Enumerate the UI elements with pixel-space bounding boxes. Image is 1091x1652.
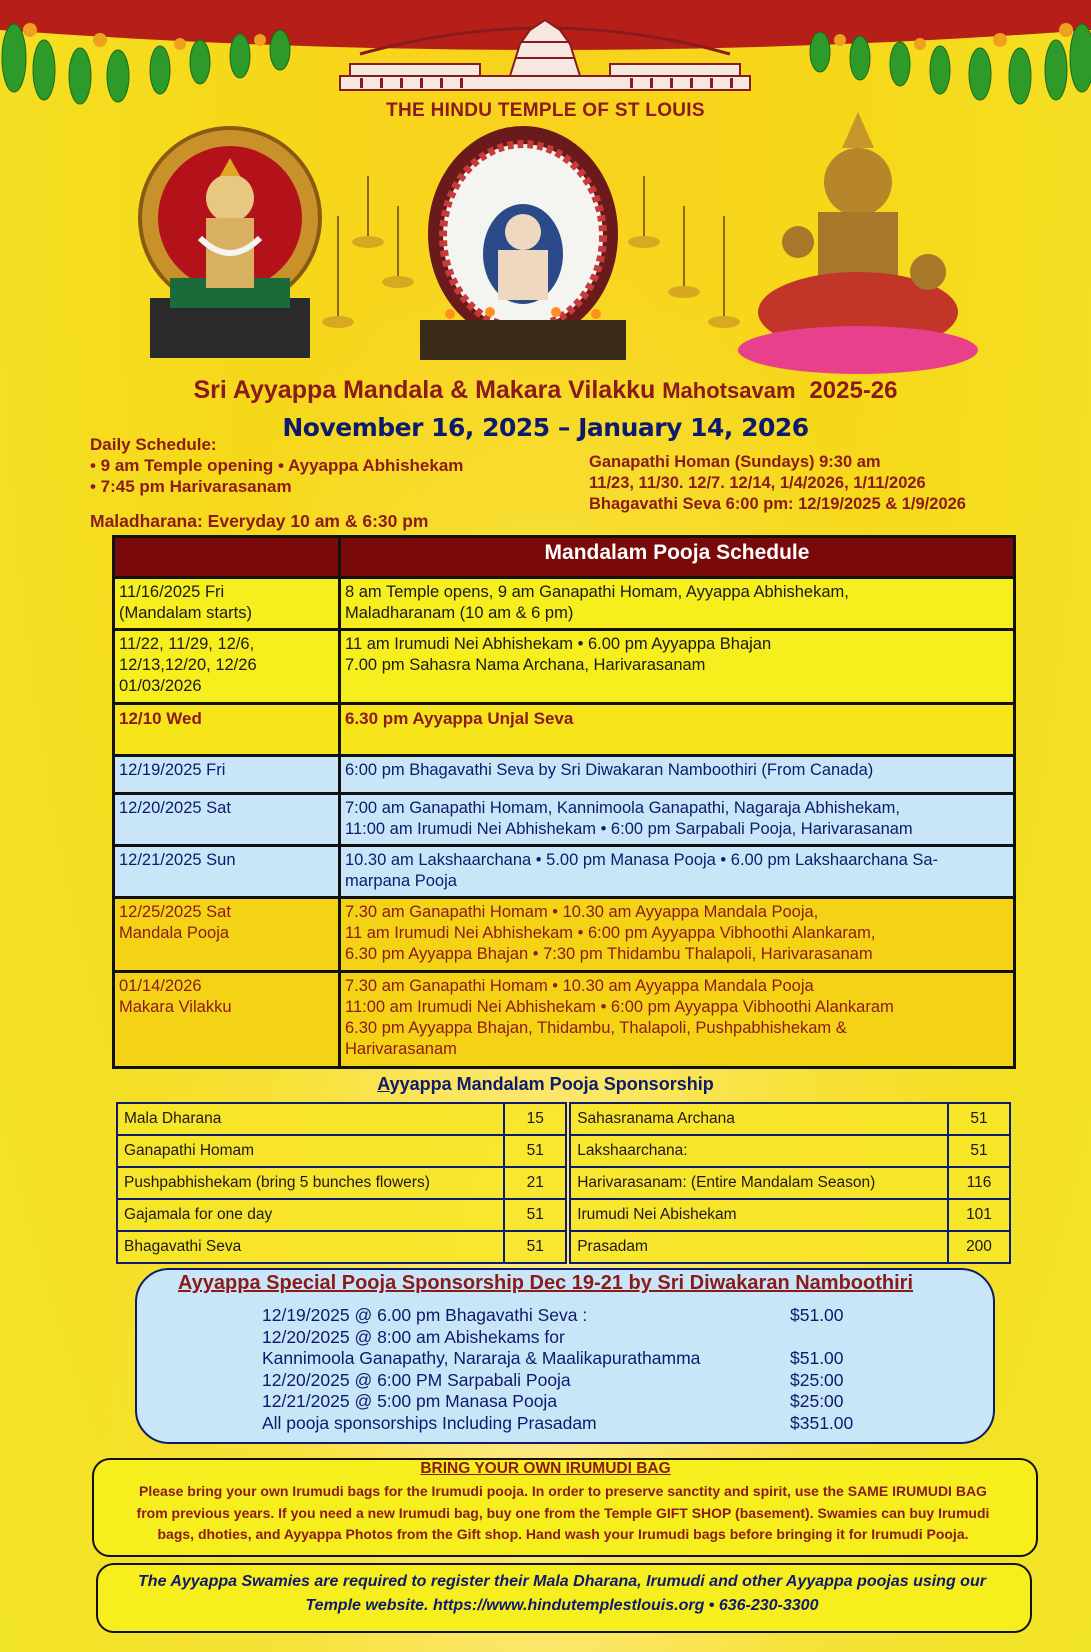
right-deity-image [738, 112, 990, 374]
table-row [117, 1231, 1010, 1263]
sponsorship-table [116, 1102, 1011, 1264]
table-row [117, 1167, 1010, 1199]
irumudi-notice-title: BRING YOUR OWN IRUMUDI BAG [420, 1460, 671, 1477]
events-cell: 8 am Temple opens, 9 am Ganapathi Homam, Ayyappa Abhishekam, Maladharanam (10 am & 6 pm) [340, 578, 1015, 630]
events-cell: 7.30 am Ganapathi Homam • 10.30 am Ayyappa Mandala Pooja, 11 am Irumudi Nei Abhishekam • 6:00 pm Ayyappa Vibhoothi Alankaram, 6.30 pm Ayyappa Bhajan • 7:30 pm Thidambu Thalapoli, Harivarasanam [340, 898, 1015, 972]
date-cell: 01/14/2026 Makara Vilakku [114, 972, 340, 1068]
table-row [114, 846, 1015, 898]
temple-name: THE HINDU TEMPLE OF ST LOUIS [386, 100, 705, 121]
sponsor-amount: 51 [504, 1135, 566, 1167]
festival-dates: November 16, 2025 – January 14, 2026 [282, 413, 809, 442]
events-cell: 10.30 am Lakshaarchana • 5.00 pm Manasa Pooja • 6.00 pm Lakshaarchana Sa- marpana Pooja [340, 846, 1015, 898]
date-cell: 11/22, 11/29, 12/6, 12/13,12/20, 12/26 01/03/2026 [114, 630, 340, 704]
events-cell: 7:00 am Ganapathi Homam, Kannimoola Ganapathi, Nagaraja Abhishekam, 11:00 am Irumudi Nei Abhishekam • 6:00 pm Sarpabali Pooja, Harivarasanam [340, 794, 1015, 846]
sponsor-item: Pushpabhishekam (bring 5 bunches flowers) [117, 1167, 504, 1199]
events-cell: 11 am Irumudi Nei Abhishekam • 6.00 pm Ayyappa Bhajan 7.00 pm Sahasra Nama Archana, Harivarasanam [340, 630, 1015, 704]
table-row [114, 756, 1015, 794]
events-cell: 6:00 pm Bhagavathi Seva by Sri Diwakaran Namboothiri (From Canada) [340, 756, 1015, 794]
events-cell: 6.30 pm Ayyappa Unjal Seva [340, 704, 1015, 756]
sponsor-item: Bhagavathi Seva [117, 1231, 504, 1263]
mandalam-schedule-table [112, 535, 1016, 1069]
sponsorship-heading-initial: A [377, 1074, 390, 1094]
ganapathi-line: Ganapathi Homan (Sundays) 9:30 am [589, 453, 881, 471]
sponsor-item: Lakshaarchana: [570, 1135, 948, 1167]
table-header-blank [114, 537, 340, 578]
table-row [114, 704, 1015, 756]
daily-schedule-line: • 9 am Temple opening • Ayyappa Abhishekam [90, 456, 464, 475]
date-cell: 12/21/2025 Sun [114, 846, 340, 898]
ganapathi-line: 11/23, 11/30. 12/7. 12/14, 1/4/2026, 1/11/2026 [589, 474, 926, 492]
irumudi-notice-text: Please bring your own Irumudi bags for the Irumudi pooja. In order to preserve sanctity and spirit, use the SAME IRUMUDI BAG from previous years. If you need a new Irumudi bag, buy one from the Temple GIFT SHOP (basement). Swamies can buy Irumudi bags, dhoties, and Ayyappa Photos from the Gift shop. Hand wash your Irumudi bags before bringing it for Irumudi Pooja. [136, 1483, 990, 1542]
list-item: 12/20/2025 @ 8:00 am Abishekams for [262, 1326, 565, 1347]
center-deity-image [410, 124, 636, 364]
table-row [114, 630, 1015, 704]
list-item: 12/20/2025 @ 6:00 PM Sarpabali Pooja $25:00 [262, 1369, 844, 1390]
sponsor-amount: 200 [948, 1231, 1010, 1263]
temple-gopuram-logo [330, 14, 760, 102]
table-row [117, 1199, 1010, 1231]
date-cell: 12/10 Wed [114, 704, 340, 756]
list-item: Kannimoola Ganapathy, Nararaja & Maalikapurathamma $51.00 [262, 1348, 844, 1368]
list-item: All pooja sponsorships Including Prasadam $351.00 [262, 1412, 854, 1433]
sponsor-item: Prasadam [570, 1231, 948, 1263]
list-item: 12/19/2025 @ 6.00 pm Bhagavathi Seva : $51.00 [262, 1305, 844, 1325]
date-cell: 11/16/2025 Fri (Mandalam starts) [114, 578, 340, 630]
ganapathi-line: Bhagavathi Seva 6:00 pm: 12/19/2025 & 1/9/2026 [589, 495, 966, 513]
date-cell: 12/20/2025 Sat [114, 794, 340, 846]
table-row [114, 578, 1015, 630]
sponsor-amount: 51 [504, 1231, 566, 1263]
sponsor-amount: 101 [948, 1199, 1010, 1231]
special-sponsorship-title: Ayyappa Special Pooja Sponsorship Dec 19-21 by Sri Diwakaran Namboothiri [177, 1272, 914, 1294]
sponsor-amount: 15 [504, 1103, 566, 1135]
date-cell: 12/25/2025 Sat Mandala Pooja [114, 898, 340, 972]
daily-schedule [90, 434, 463, 497]
events-cell: 7.30 am Ganapathi Homam • 10.30 am Ayyappa Mandala Pooja 11:00 am Irumudi Nei Abhishekam • 6:00 pm Ayyappa Vibhoothi Alankaram 6.30 pm Ayyappa Bhajan, Thidambu, Thalapoli, Pushpabhishekam & Harivarasanam [340, 972, 1015, 1068]
sponsor-item: Mala Dharana [117, 1103, 504, 1135]
maladharana-timing: Maladharana: Everyday 10 am & 6:30 pm [90, 511, 429, 531]
sponsor-item: Sahasranama Archana [570, 1103, 948, 1135]
table-header-title: Mandalam Pooja Schedule [340, 537, 1015, 578]
table-row [114, 794, 1015, 846]
table-row [114, 898, 1015, 972]
sponsorship-heading-rest: yyappa Mandalam Pooja Sponsorship [389, 1074, 714, 1094]
hanging-lamps-right [624, 176, 744, 356]
special-sponsorship-list [262, 1305, 902, 1434]
sponsorship-heading [0, 1074, 1091, 1095]
sponsor-item: Harivarasanam: (Entire Mandalam Season) [570, 1167, 948, 1199]
registration-notice-text: The Ayyappa Swamies are required to register their Mala Dharana, Irumudi and other Ayyappa poojas using our Temple website. https://www.hindutemplestlouis.org • 636-230-3300 [138, 1573, 986, 1614]
sponsor-amount: 51 [948, 1135, 1010, 1167]
festival-title-year: 2025-26 [809, 377, 898, 404]
date-cell: 12/19/2025 Fri [114, 756, 340, 794]
table-row [114, 972, 1015, 1068]
sponsor-amount: 51 [504, 1199, 566, 1231]
festival-title-mahotsavam: Mahotsavam [662, 378, 796, 403]
sponsor-item: Irumudi Nei Abishekam [570, 1199, 948, 1231]
sponsor-item: Ganapathi Homam [117, 1135, 504, 1167]
festival-title-main: Sri Ayyappa Mandala & Makara Vilakku [193, 376, 656, 404]
festival-title [0, 376, 1091, 405]
sponsor-amount: 116 [948, 1167, 1010, 1199]
list-item: 12/21/2025 @ 5:00 pm Manasa Pooja $25:00 [262, 1391, 844, 1411]
table-row [117, 1135, 1010, 1167]
left-deity-image [130, 118, 330, 368]
daily-schedule-line: • 7:45 pm Harivarasanam [90, 477, 292, 496]
daily-schedule-heading: Daily Schedule: [90, 435, 217, 454]
ganapathi-homan-info [589, 452, 966, 515]
sponsor-amount: 51 [948, 1103, 1010, 1135]
sponsor-amount: 21 [504, 1167, 566, 1199]
hanging-lamps-left [318, 176, 428, 356]
sponsor-item: Gajamala for one day [117, 1199, 504, 1231]
table-row [117, 1103, 1010, 1135]
